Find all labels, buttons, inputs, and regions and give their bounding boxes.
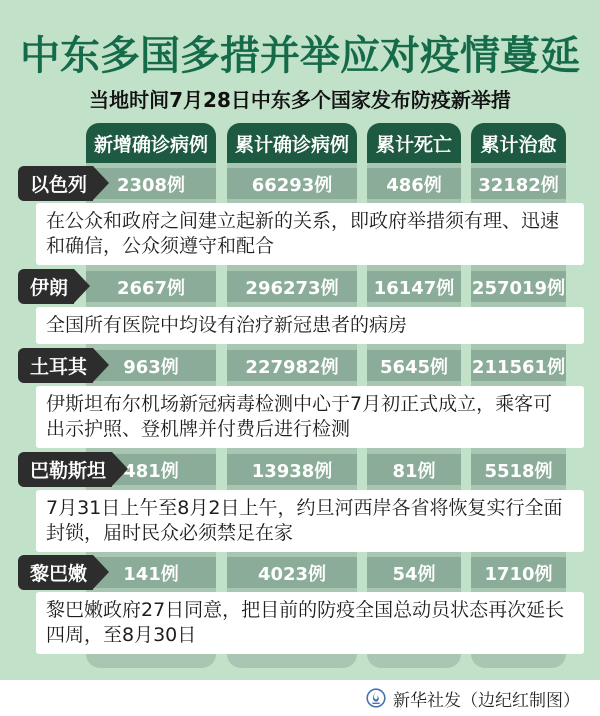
table-cell: 54例 xyxy=(367,557,461,588)
table-cell: 963例 xyxy=(86,350,216,381)
table-cell: 141例 xyxy=(86,557,216,588)
column-header-total-deaths: 累计死亡 xyxy=(367,123,461,163)
table-cell: 5518例 xyxy=(471,454,566,485)
table-cell: 66293例 xyxy=(227,168,357,199)
country-tag-iran: 伊朗 xyxy=(18,269,74,304)
country-tag-turkey: 土耳其 xyxy=(18,348,93,383)
table-cell: 296273例 xyxy=(227,271,357,302)
country-tag-palestine: 巴勒斯坦 xyxy=(18,452,112,487)
table-cell: 32182例 xyxy=(471,168,566,199)
column-header-total-confirmed: 累计确诊病例 xyxy=(227,123,357,163)
xinhua-logo-icon xyxy=(366,688,386,708)
table-cell: 13938例 xyxy=(227,454,357,485)
data-table xyxy=(0,123,600,668)
country-note: 在公众和政府之间建立起新的关系，即政府举措须有理、迅速和确信，公众须遵守和配合 xyxy=(36,203,584,265)
country-tag-israel: 以色列 xyxy=(18,166,93,201)
page-title: 中东多国多措并举应对疫情蔓延 xyxy=(20,33,580,79)
country-note: 伊斯坦布尔机场新冠病毒检测中心于7月初正式成立，乘客可出示护照、登机牌并付费后进行检测 xyxy=(36,386,584,448)
table-cell: 2308例 xyxy=(86,168,216,199)
table-cell: 486例 xyxy=(367,168,461,199)
column-header-total-recovered: 累计治愈 xyxy=(471,123,566,163)
table-cell: 81例 xyxy=(367,454,461,485)
page-subtitle: 当地时间7月28日中东多个国家发布防疫新举措 xyxy=(89,88,511,112)
table-cell: 257019例 xyxy=(471,271,566,302)
country-note: 黎巴嫩政府27日同意，把目前的防疫全国总动员状态再次延长四周，至8月30日 xyxy=(36,592,584,654)
table-cell: 5645例 xyxy=(367,350,461,381)
credit-bar xyxy=(0,680,600,716)
table-cell: 4023例 xyxy=(227,557,357,588)
column-header-new-confirmed: 新增确诊病例 xyxy=(86,123,216,163)
country-note: 全国所有医院中均设有治疗新冠患者的病房 xyxy=(36,307,584,344)
credit-text: 新华社发（边纪红制图） xyxy=(393,690,580,711)
table-cell: 16147例 xyxy=(367,271,461,302)
table-cell: 211561例 xyxy=(471,350,566,381)
country-note: 7月31日上午至8月2日上午，约旦河西岸各省将恢复实行全面封锁，届时民众必须禁足在家 xyxy=(36,490,584,552)
table-cell: 227982例 xyxy=(227,350,357,381)
country-tag-lebanon: 黎巴嫩 xyxy=(18,555,93,590)
table-cell: 481例 xyxy=(86,454,216,485)
table-cell: 2667例 xyxy=(86,271,216,302)
table-cell: 1710例 xyxy=(471,557,566,588)
